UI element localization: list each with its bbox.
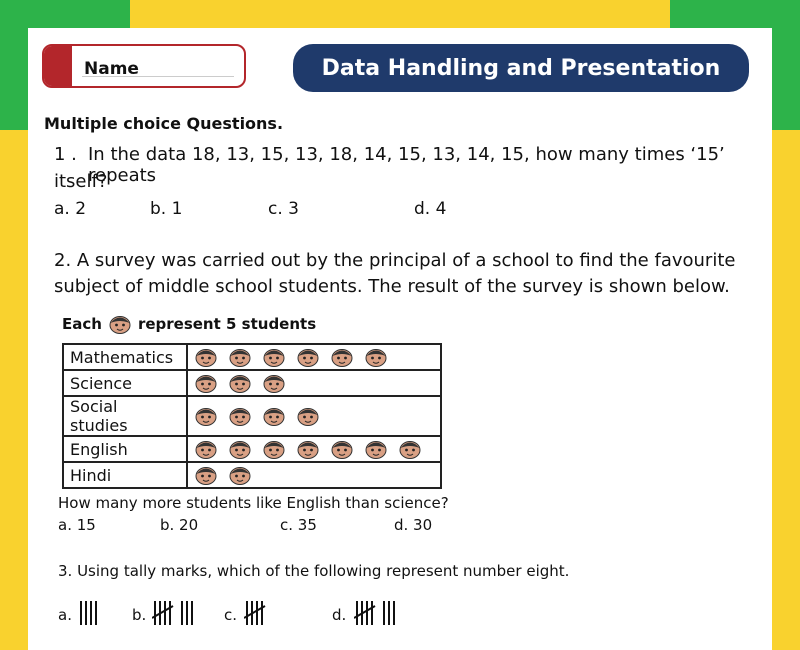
pictograph-row (63, 436, 441, 462)
pictograph-subject: Mathematics (63, 344, 187, 370)
student-face-icon (364, 439, 388, 459)
student-face-icon (194, 347, 218, 367)
pictograph-row (63, 370, 441, 396)
student-face-icon (330, 439, 354, 459)
pictograph-face-group (194, 347, 434, 367)
q2-option-c[interactable]: c. 35 (280, 516, 317, 534)
pictograph-face-group (194, 439, 434, 459)
key-prefix: Each (62, 315, 102, 333)
student-face-icon (194, 439, 218, 459)
q2-question: How many more students like English than science? (58, 494, 449, 512)
student-face-icon (296, 406, 320, 426)
pictograph-subject: Science (63, 370, 187, 396)
student-face-icon (296, 439, 320, 459)
student-face-icon (228, 373, 252, 393)
q2-option-d[interactable]: d. 30 (394, 516, 433, 534)
q3-option-a-label[interactable]: a. (58, 606, 72, 624)
section-heading: Multiple choice Questions. (44, 114, 284, 133)
pictograph-row (63, 462, 441, 488)
student-face-icon (262, 406, 286, 426)
pictograph-symbols (187, 344, 441, 370)
pictograph-symbols (187, 436, 441, 462)
student-face-icon (194, 406, 218, 426)
q3-option-c-label[interactable]: c. (224, 606, 238, 624)
key-suffix: represent 5 students (137, 315, 317, 333)
student-face-icon (108, 314, 132, 334)
student-face-icon (228, 465, 252, 485)
student-face-icon (194, 465, 218, 485)
student-face-icon (330, 347, 354, 367)
pictograph-row (63, 344, 441, 370)
pictograph-row (63, 396, 441, 436)
pictograph-table (62, 343, 442, 489)
student-face-icon (228, 347, 252, 367)
student-face-icon (228, 439, 252, 459)
student-face-icon (262, 439, 286, 459)
tally-option-c[interactable] (244, 598, 276, 628)
q3-option-d-label[interactable]: d. (332, 606, 347, 624)
q2-text-line1: 2. A survey was carried out by the principal of a school to find the favourite (54, 250, 736, 271)
q1-number: 1 . (54, 144, 77, 165)
student-face-icon (398, 439, 422, 459)
pictograph-symbols (187, 396, 441, 436)
name-writing-line (82, 76, 234, 77)
tally-option-d[interactable] (354, 598, 404, 628)
student-face-icon (228, 406, 252, 426)
pictograph-subject: English (63, 436, 187, 462)
q1-option-c[interactable]: c. 3 (268, 199, 299, 219)
name-label: Name (84, 59, 139, 79)
q1-option-d[interactable]: d. 4 (414, 199, 447, 219)
q1-option-b[interactable]: b. 1 (150, 199, 183, 219)
q2-option-a[interactable]: a. 15 (58, 516, 96, 534)
pictograph-face-group (194, 406, 434, 426)
tally-option-b[interactable] (152, 598, 204, 628)
q2-text-line2: subject of middle school students. The result of the survey is shown below. (54, 276, 730, 297)
q3-option-b-label[interactable]: b. (132, 606, 147, 624)
student-face-icon (194, 373, 218, 393)
q1-text-line2: itself? (54, 171, 108, 192)
pictograph-subject: Social studies (63, 396, 187, 436)
pictograph-subject: Hindi (63, 462, 187, 488)
page-title-text: Data Handling and Presentation (321, 55, 721, 81)
student-face-icon (296, 347, 320, 367)
student-face-icon (262, 373, 286, 393)
tally-option-a[interactable] (78, 598, 100, 628)
name-field-tab (44, 46, 72, 86)
pictograph-key (62, 314, 316, 334)
student-face-icon (364, 347, 388, 367)
student-face-icon (262, 347, 286, 367)
pictograph-face-group (194, 373, 434, 393)
pictograph-face-group (194, 465, 434, 485)
pictograph-symbols (187, 462, 441, 488)
pictograph-symbols (187, 370, 441, 396)
q1-text-line1: In the data 18, 13, 15, 13, 18, 14, 15, 13, 14, 15, how many times ‘15’ repeats (88, 144, 725, 186)
page-title (293, 44, 749, 92)
q3-text: 3. Using tally marks, which of the following represent number eight. (58, 562, 570, 580)
worksheet (28, 28, 772, 650)
q2-option-b[interactable]: b. 20 (160, 516, 199, 534)
q1-option-a[interactable]: a. 2 (54, 199, 87, 219)
name-field[interactable] (42, 44, 246, 88)
